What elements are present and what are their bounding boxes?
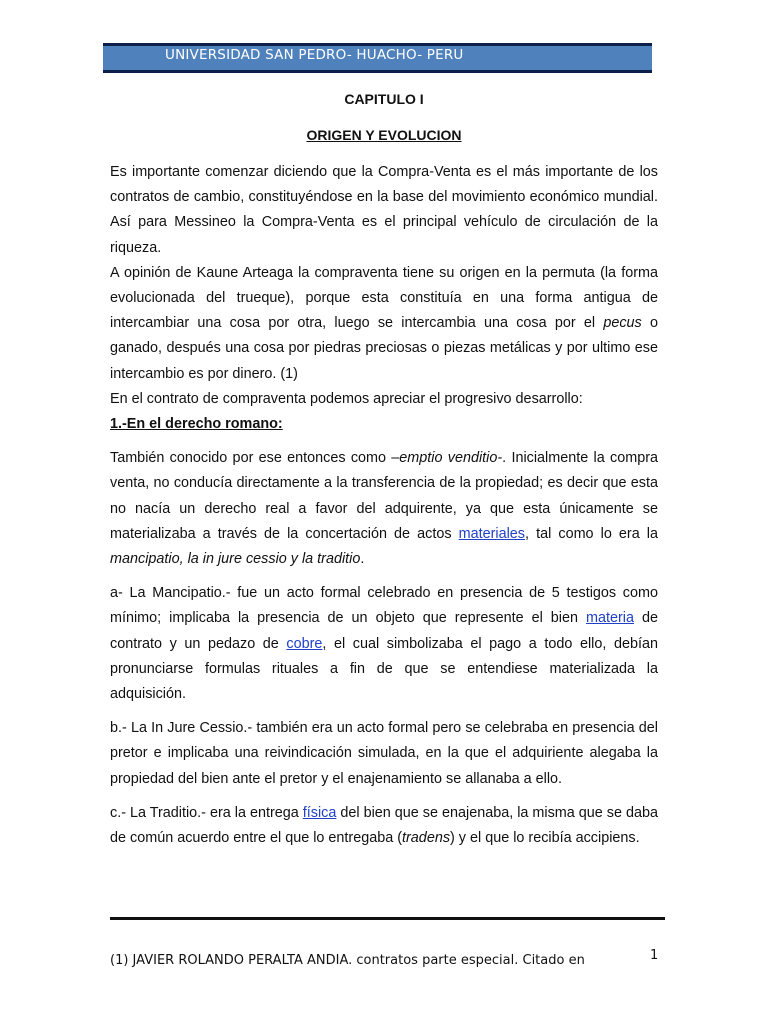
- italic-term: tradens: [402, 830, 451, 847]
- text-span: .: [360, 551, 365, 568]
- header-title: UNIVERSIDAD SAN PEDRO- HUACHO- PERU: [165, 47, 464, 63]
- paragraph-traditio: [110, 801, 658, 851]
- italic-term: pecus: [603, 315, 642, 332]
- link-materia[interactable]: materia: [585, 610, 634, 627]
- link-cobre[interactable]: cobre: [286, 635, 323, 652]
- footnote-separator: [110, 917, 665, 920]
- page-number: 1: [650, 948, 659, 963]
- text-span: , el cual simbolizaba el pago a todo ello, debían pronunciarse formulas rituales a fin de que se entendiese materializada la adquisición.: [110, 635, 658, 703]
- text-span: a- La Mancipatio.- fue un acto formal celebrado en presencia de 5 testigos como mínimo; implicaba la presencia de un objeto que represente el bien: [110, 585, 658, 627]
- paragraph-roman-law: [110, 446, 658, 572]
- text-span: del bien que se enajenaba, la misma que se daba de común acuerdo entre el que lo entregaba (: [110, 804, 658, 847]
- text-span: o ganado, después una cosa por piedras preciosas o piezas metálicas y por ultimo ese intercambio es por dinero. (1): [110, 315, 658, 382]
- link-materiales[interactable]: materiales: [458, 525, 526, 542]
- link-fisica[interactable]: física: [302, 804, 337, 821]
- paragraph-mancipatio: [110, 581, 658, 707]
- paragraph-development: En el contrato de compraventa podemos apreciar el progresivo desarrollo:: [110, 390, 583, 407]
- text-span: También conocido por ese entonces como –: [110, 450, 400, 467]
- footnote: (1) JAVIER ROLANDO PERALTA ANDIA. contratos parte especial. Citado en: [110, 953, 585, 968]
- text-span: ) y el que lo recibía accipiens.: [450, 830, 640, 847]
- document-header-bar: [103, 43, 652, 73]
- text-span: de contrato y un pedazo de: [110, 610, 658, 652]
- text-span: , tal como lo era la: [525, 525, 659, 542]
- paragraph-intro: Es importante comenzar diciendo que la Compra-Venta es el más importante de los contratos de cambio, constituyéndose en la base del movimiento económico mundial. Así para Messineo la Compra-Venta es el principal vehículo de circulación de la riqueza.: [110, 164, 658, 256]
- document-body: [110, 160, 658, 851]
- italic-term: mancipatio, la in jure cessio y la traditio: [110, 551, 361, 568]
- italic-term: emptio venditio-: [399, 450, 503, 467]
- section-heading-roman-law: 1.-En el derecho romano:: [110, 416, 283, 433]
- text-span: A opinión de Kaune Arteaga la compraventa tiene su origen en la permuta (la forma evolucionada del trueque), porque esta constituía en una forma antigua de intercambiar una cosa por otra, luego se intercambia una cosa por el: [110, 264, 658, 332]
- text-span: . Inicialmente la compra venta, no conducía directamente a la transferencia de la propiedad; es decir que esta no nacía un derecho real a favor del adquirente, ya que esta únicamente se materializaba a través de la concertación de actos: [110, 450, 658, 542]
- chapter-title: CAPITULO I: [344, 91, 424, 107]
- section-title: ORIGEN Y EVOLUCION: [306, 127, 462, 143]
- paragraph-origin: [110, 261, 658, 387]
- text-span: c.- La Traditio.- era la entrega: [110, 804, 303, 821]
- paragraph-in-jure-cessio: b.- La In Jure Cessio.- también era un acto formal pero se celebraba en presencia del pretor e implicaba una reivindicación simulada, en la que el adquiriente alegaba la propiedad del bien ante el pretor y el enajenamiento se allanaba a ello.: [110, 720, 658, 787]
